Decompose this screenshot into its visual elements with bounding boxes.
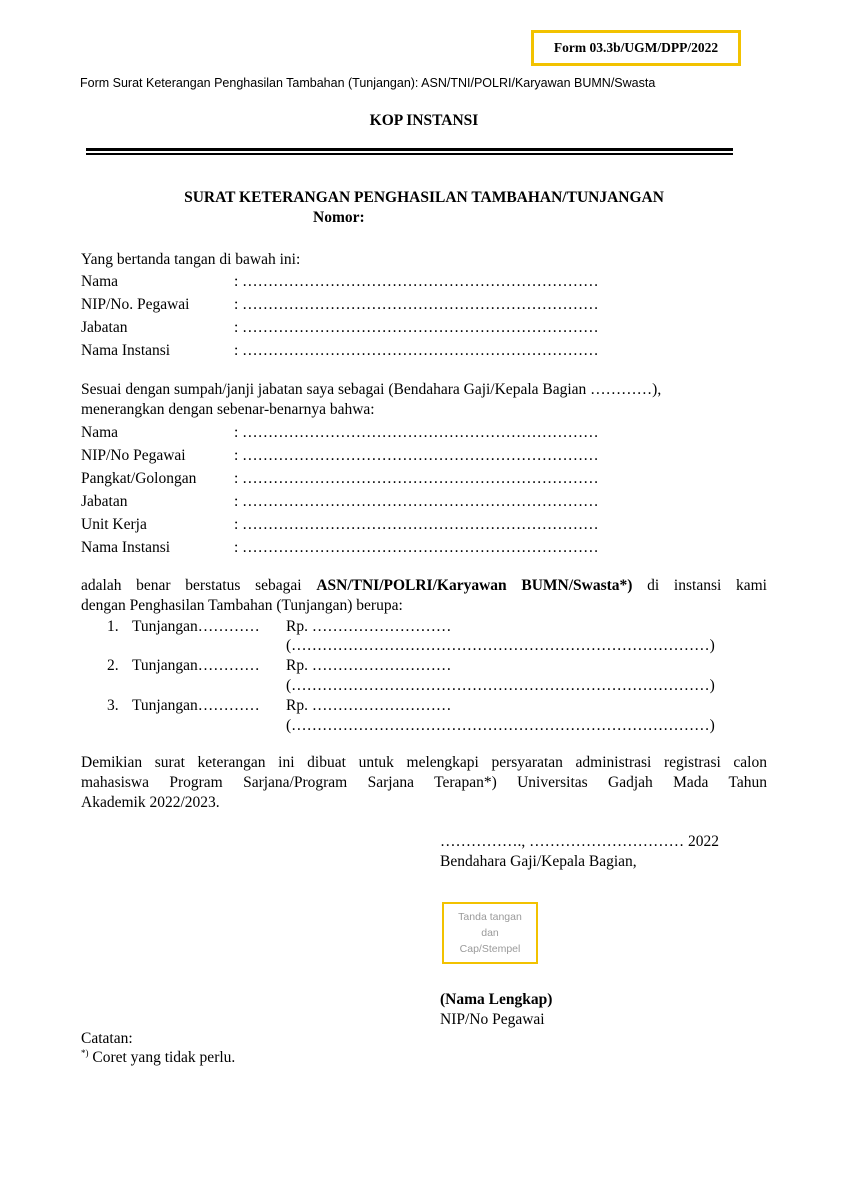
subject-field-label: Pangkat/Golongan [81, 470, 197, 487]
allowance-amount-words[interactable]: (………………………………………………………………………) [286, 637, 715, 654]
form-header-line: Form Surat Keterangan Penghasilan Tambahan (Tunjangan): ASN/TNI/POLRI/Karyawan BUMN/Swasta [80, 76, 656, 90]
subject-field-value[interactable]: : …………………………………………………………… [234, 493, 599, 510]
signer-field-label: Nama Instansi [81, 342, 171, 359]
signer-field-label: NIP/No. Pegawai [81, 296, 190, 313]
document-title: SURAT KETERANGAN PENGHASILAN TAMBAHAN/TUNJANGAN [184, 189, 664, 206]
statement-text: menerangkan dengan sebenar-benarnya bahwa: [81, 401, 375, 418]
nomor-label: Nomor: [313, 209, 365, 226]
stamp-text: Tanda tangan [458, 911, 522, 923]
statement-text: Sesuai dengan sumpah/janji jabatan saya sebagai (Bendahara Gaji/Kepala Bagian …………), [81, 381, 662, 398]
status-text-line2: dengan Penghasilan Tambahan (Tunjangan) berupa: [81, 597, 403, 614]
allowance-number: 1. [107, 618, 119, 635]
form-code-badge: Form 03.3b/UGM/DPP/2022 [531, 30, 741, 66]
subject-field-label: Nama [81, 424, 119, 441]
full-name-placeholder: (Nama Lengkap) [440, 991, 553, 1008]
subject-field-value[interactable]: : …………………………………………………………… [234, 447, 599, 464]
note-item [81, 1047, 235, 1069]
stamp-text: Cap/Stempel [459, 943, 521, 955]
stamp-text: dan [481, 927, 499, 939]
status-text-pre: adalah benar berstatus sebagai [81, 577, 302, 594]
signature-stamp-box[interactable] [442, 902, 538, 964]
allowance-amount[interactable]: Rp. ……………………… [286, 618, 452, 635]
status-options-bold: ASN/TNI/POLRI/Karyawan BUMN/Swasta*) [316, 577, 633, 594]
subject-field-label: Unit Kerja [81, 516, 147, 533]
subject-field-label: NIP/No Pegawai [81, 447, 186, 464]
signer-field-value[interactable]: : …………………………………………………………… [234, 342, 599, 359]
notes-label: Catatan: [81, 1030, 133, 1047]
note-text: Coret yang tidak perlu. [88, 1049, 236, 1066]
status-text-line [81, 575, 767, 597]
header-rule-thick [86, 148, 733, 151]
signer-title: Bendahara Gaji/Kepala Bagian, [440, 853, 637, 870]
allowance-number: 2. [107, 657, 119, 674]
allowance-amount[interactable]: Rp. ……………………… [286, 697, 452, 714]
allowance-label[interactable]: Tunjangan………… [132, 657, 260, 674]
intro-text: Yang bertanda tangan di bawah ini: [81, 251, 301, 268]
place-date[interactable]: ……………., ………………………… 2022 [440, 833, 719, 850]
allowance-amount[interactable]: Rp. ……………………… [286, 657, 452, 674]
signer-field-value[interactable]: : …………………………………………………………… [234, 319, 599, 336]
signer-field-value[interactable]: : …………………………………………………………… [234, 273, 599, 290]
allowance-number: 3. [107, 697, 119, 714]
signer-field-label: Jabatan [81, 319, 128, 336]
closing-text-line: Demikian surat keterangan ini dibuat untuk melengkapi persyaratan administrasi registrasi calon [81, 754, 767, 771]
allowance-label[interactable]: Tunjangan………… [132, 697, 260, 714]
allowance-label[interactable]: Tunjangan………… [132, 618, 260, 635]
closing-text-line: mahasiswa Program Sarjana/Program Sarjana Terapan*) Universitas Gadjah Mada Tahun [81, 774, 767, 791]
header-rule-thin [86, 153, 733, 155]
subject-field-value[interactable]: : …………………………………………………………… [234, 470, 599, 487]
signer-field-value[interactable]: : …………………………………………………………… [234, 296, 599, 313]
subject-field-label: Nama Instansi [81, 539, 171, 556]
subject-field-label: Jabatan [81, 493, 128, 510]
closing-text-line: Akademik 2022/2023. [81, 794, 220, 811]
status-text-post: di instansi kami [647, 577, 767, 594]
subject-field-value[interactable]: : …………………………………………………………… [234, 424, 599, 441]
signer-field-label: Nama [81, 273, 119, 290]
kop-instansi: KOP INSTANSI [369, 112, 479, 129]
allowance-amount-words[interactable]: (………………………………………………………………………) [286, 677, 715, 694]
subject-field-value[interactable]: : …………………………………………………………… [234, 539, 599, 556]
signer-nip-label: NIP/No Pegawai [440, 1011, 545, 1028]
subject-field-value[interactable]: : …………………………………………………………… [234, 516, 599, 533]
note-mark: *) [81, 1047, 89, 1058]
allowance-amount-words[interactable]: (………………………………………………………………………) [286, 717, 715, 734]
